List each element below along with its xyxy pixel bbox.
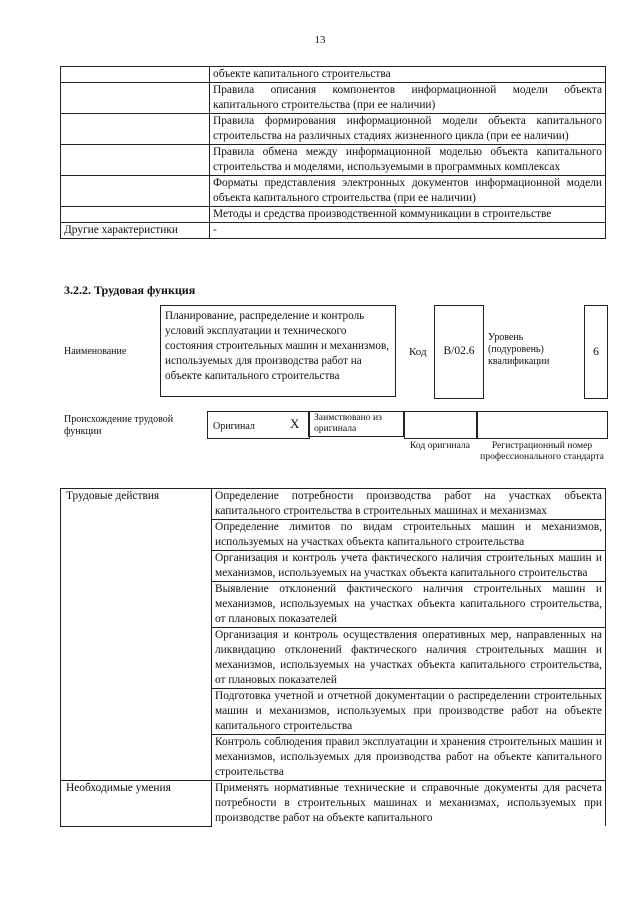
labor-action-row: Определение потребности производства работ на участках объекта капитального строительства в строительных машинах и механизмах — [212, 489, 606, 520]
original-label: Оригинал — [213, 421, 255, 432]
empty-cell — [61, 176, 210, 207]
function-name-box — [160, 305, 396, 397]
proiskhozhdenie-label: Происхождение трудовой функции — [64, 414, 174, 437]
empty-cell — [61, 114, 210, 145]
skill-row: Применять нормативные технические и справочные документы для расчета потребности в строительных машинах и механизмах, используемых при производстве работ на объекте капитального — [212, 781, 606, 827]
function-name: Планирование, распределение и контроль условий эксплуатации и технического состояния строительных машин и механизмов, используемых для производства работ на объекте капитального строительства — [165, 310, 390, 382]
kod-label: Код — [409, 346, 427, 358]
empty-cell — [61, 207, 210, 223]
top-table — [60, 66, 606, 239]
labor-action-row: Выявление отклонений фактического наличия строительных машин и механизмов, используемых на участках объекта капитального строительства, от плановых показателей — [212, 582, 606, 628]
uroven-label: Уровень (подуровень) квалификации — [488, 332, 550, 367]
umenia-label: Необходимые умения — [61, 781, 212, 827]
uroven-value: 6 — [584, 305, 608, 399]
knowledge-row: Правила обмена между информационной моделью объекта капитального строительства и моделями, используемыми в программных комплексах — [210, 145, 606, 176]
labor-action-row: Организация и контроль учета фактического наличия строительных машин и механизмов, используемых на участках объекта капитального строительства — [212, 551, 606, 582]
trud-deystviya-label: Трудовые действия — [61, 489, 212, 781]
original-mark: X — [290, 416, 300, 431]
page-number: 13 — [314, 34, 326, 46]
kod-value: В/02.6 — [434, 305, 484, 399]
zaimstvovano-label: Заимствовано из оригинала — [308, 411, 404, 437]
naimenovanie-label: Наименование — [64, 346, 127, 357]
labor-action-row: Определение лимитов по видам строительных машин и механизмов, используемых на участках объекта капитального строительства — [212, 520, 606, 551]
empty-cell — [61, 145, 210, 176]
labor-action-row: Подготовка учетной и отчетной документации о распределении строительных машин и механизмов, используемых при производстве работ на объекте капитального строительства — [212, 689, 606, 735]
knowledge-row: объекте капитального строительства — [210, 67, 606, 83]
original-cell — [207, 411, 310, 439]
kod-originala-label: Код оригинала — [409, 440, 471, 451]
reg-nomer-label: Регистрационный номер профессионального стандарта — [480, 440, 604, 462]
reg-nomer-box — [476, 411, 608, 439]
knowledge-row: Методы и средства производственной коммуникации в строительстве — [210, 207, 606, 223]
section-title: 3.2.2. Трудовая функция — [64, 283, 196, 297]
empty-cell — [61, 67, 210, 83]
empty-cell — [61, 83, 210, 114]
knowledge-row: Правила описания компонентов информационной модели объекта капитального строительства (при ее наличии) — [210, 83, 606, 114]
kod-originala-box — [404, 411, 478, 439]
knowledge-row: Правила формирования информационной модели объекта капитального строительства на различных стадиях жизненного цикла (при ее наличии) — [210, 114, 606, 145]
labor-action-row: Организация и контроль осуществления оперативных мер, направленных на ликвидацию отклонений фактического наличия строительных машин и механизмов, используемых на участках объекта капитального строительства, от плановых показателей — [212, 628, 606, 689]
labor-action-row: Контроль соблюдения правил эксплуатации и хранения строительных машин и механизмов, используемых для производства работ на объекте капитального строительства — [212, 735, 606, 781]
other-characteristics-value: - — [210, 223, 606, 239]
other-characteristics-label: Другие характеристики — [61, 223, 210, 239]
main-table — [60, 488, 606, 827]
knowledge-row: Форматы представления электронных документов информационной модели объекта капитального строительства (при ее наличии) — [210, 176, 606, 207]
